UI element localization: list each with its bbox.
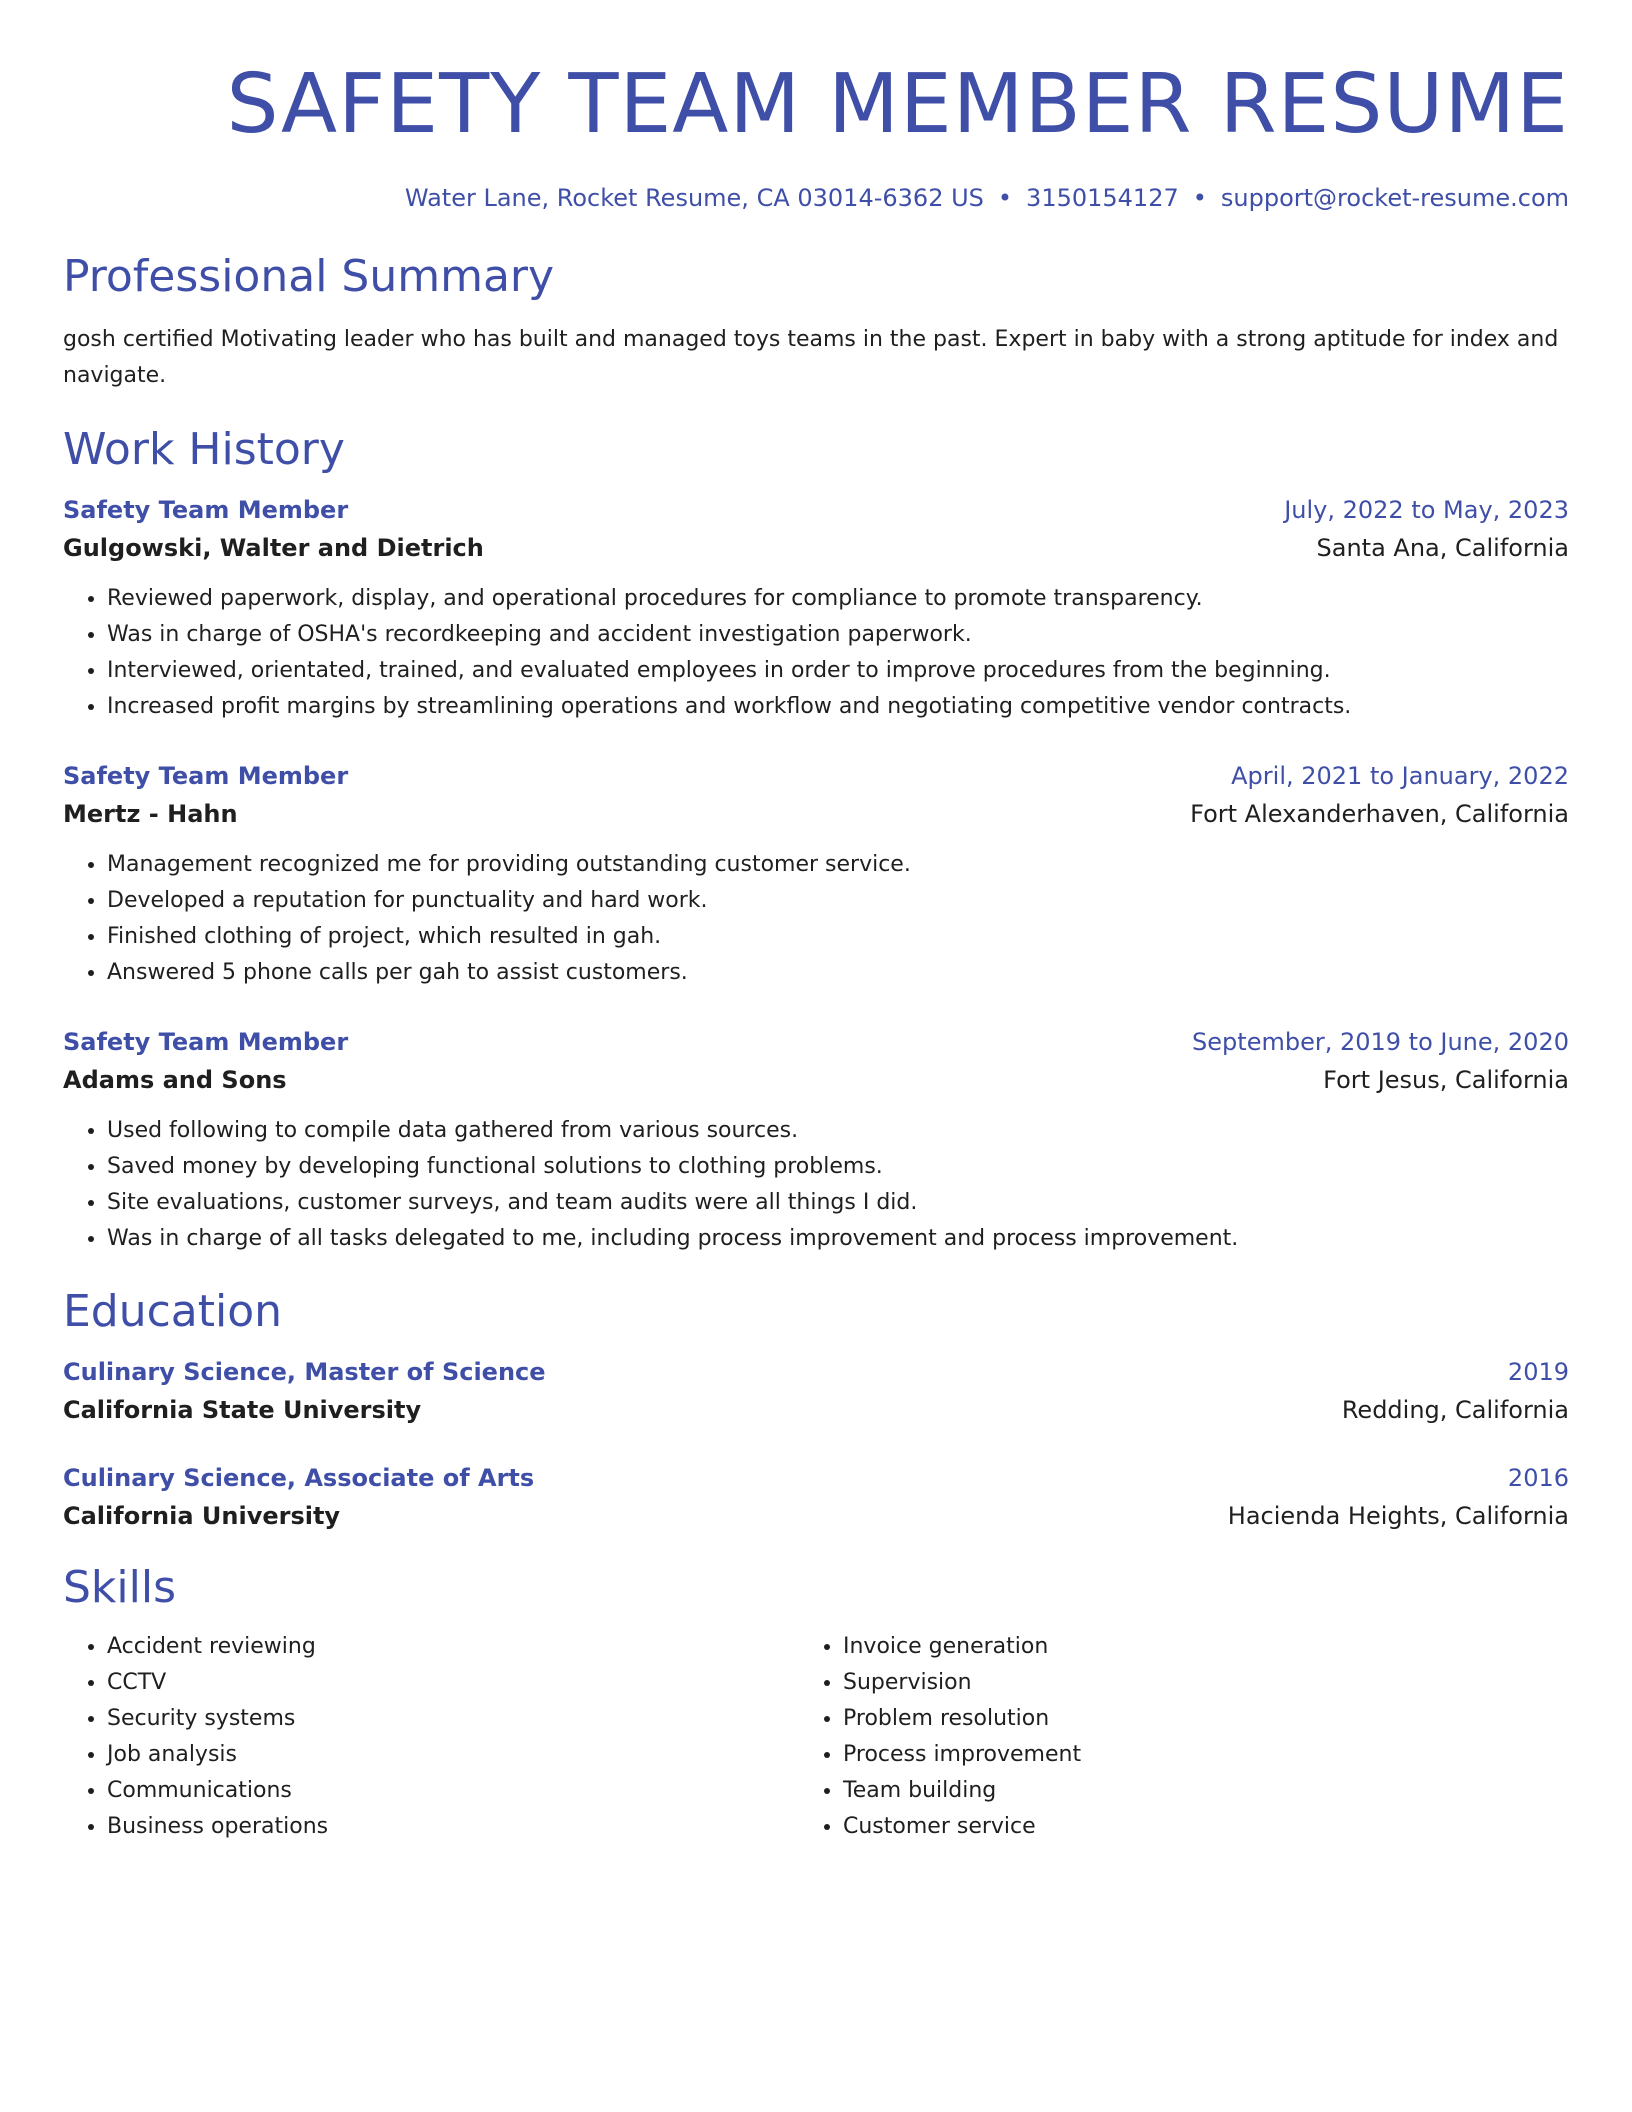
skill-item: • Process improvement	[843, 1737, 1535, 1773]
education-entry	[63, 1353, 1569, 1429]
job-header-row	[63, 491, 1569, 529]
job-dates: July, 2022 to May, 2023	[1284, 496, 1569, 524]
job-dates: April, 2021 to January, 2022	[1231, 762, 1569, 790]
skill-item: • Supervision	[843, 1665, 1535, 1701]
summary-heading: Professional Summary	[63, 251, 555, 302]
job-entry	[63, 491, 1569, 725]
job-location: Santa Ana, California	[1316, 534, 1569, 562]
skill-item: • Problem resolution	[843, 1701, 1535, 1737]
job-bullet: • Answered 5 phone calls per gah to assist customers.	[107, 955, 1569, 991]
summary-text: gosh certified Motivating leader who has built and managed toys teams in the past. Expert in baby with a strong aptitude for index and navigate.	[63, 327, 1559, 388]
skill-item: • Accident reviewing	[107, 1629, 799, 1665]
skills-column-right	[799, 1629, 1535, 1845]
education-school-row	[63, 1391, 1569, 1429]
job-company: Adams and Sons	[63, 1066, 287, 1094]
job-bullet: • Saved money by developing functional solutions to clothing problems.	[107, 1149, 1569, 1185]
education-degree: Culinary Science, Associate of Arts	[63, 1464, 535, 1492]
job-dates: September, 2019 to June, 2020	[1192, 1028, 1569, 1056]
education-school-row	[63, 1497, 1569, 1535]
education-location: Redding, California	[1341, 1396, 1569, 1424]
education-heading: Education	[63, 1286, 283, 1337]
education-degree: Culinary Science, Master of Science	[63, 1358, 546, 1386]
skills-column-left	[63, 1629, 799, 1845]
job-company-row	[63, 1061, 1569, 1099]
contact-separator: •	[1192, 184, 1207, 212]
skills-heading: Skills	[63, 1562, 177, 1613]
skill-item: • Security systems	[107, 1701, 799, 1737]
contact-line	[63, 183, 1569, 213]
job-header-row	[63, 1023, 1569, 1061]
skill-item: • CCTV	[107, 1665, 799, 1701]
job-bullet: • Increased profit margins by streamlining operations and workflow and negotiating competitive vendor contracts.	[107, 689, 1569, 725]
work-history-heading: Work History	[63, 424, 345, 475]
skills-list	[63, 1629, 1569, 1845]
job-bullet: • Interviewed, orientated, trained, and evaluated employees in order to improve procedures from the beginning.	[107, 653, 1569, 689]
skill-item: • Customer service	[843, 1809, 1535, 1845]
job-company: Mertz - Hahn	[63, 800, 238, 828]
job-bullet: • Finished clothing of project, which resulted in gah.	[107, 919, 1569, 955]
job-bullets	[63, 1113, 1569, 1257]
job-company: Gulgowski, Walter and Dietrich	[63, 534, 484, 562]
education-header-row	[63, 1353, 1569, 1391]
job-company-row	[63, 529, 1569, 567]
skill-item: • Job analysis	[107, 1737, 799, 1773]
skill-item: • Communications	[107, 1773, 799, 1809]
education-header-row	[63, 1459, 1569, 1497]
job-bullets	[63, 581, 1569, 725]
education-year: 2019	[1507, 1358, 1569, 1386]
job-location: Fort Alexanderhaven, California	[1190, 800, 1569, 828]
job-bullet: • Site evaluations, customer surveys, and team audits were all things I did.	[107, 1185, 1569, 1221]
contact-separator: •	[997, 184, 1013, 212]
skill-item: • Invoice generation	[843, 1629, 1535, 1665]
job-role: Safety Team Member	[63, 496, 349, 524]
skill-item: • Business operations	[107, 1809, 799, 1845]
education-year: 2016	[1507, 1464, 1569, 1492]
job-bullet: • Was in charge of all tasks delegated to me, including process improvement and process improvement.	[107, 1221, 1569, 1257]
job-header-row	[63, 757, 1569, 795]
job-bullet: • Developed a reputation for punctuality and hard work.	[107, 883, 1569, 919]
job-bullet: • Reviewed paperwork, display, and operational procedures for compliance to promote transparency.	[107, 581, 1569, 617]
skill-item: • Team building	[843, 1773, 1535, 1809]
contact-email: support@rocket-resume.com	[1220, 184, 1569, 212]
contact-address: Water Lane, Rocket Resume, CA 03014-6362 US	[404, 184, 984, 212]
job-bullets	[63, 847, 1569, 991]
job-bullet: • Used following to compile data gathered from various sources.	[107, 1113, 1569, 1149]
job-location: Fort Jesus, California	[1323, 1066, 1569, 1094]
education-location: Hacienda Heights, California	[1227, 1502, 1569, 1530]
job-role: Safety Team Member	[63, 1028, 349, 1056]
resume-header	[63, 0, 1569, 213]
education-school: California University	[63, 1502, 341, 1530]
job-entry	[63, 1023, 1569, 1257]
job-bullet: • Management recognized me for providing outstanding customer service.	[107, 847, 1569, 883]
contact-phone: 3150154127	[1026, 184, 1179, 212]
education-entry	[63, 1459, 1569, 1535]
job-company-row	[63, 795, 1569, 833]
resume-title: SAFETY TEAM MEMBER RESUME	[226, 57, 1569, 152]
job-entry	[63, 757, 1569, 991]
job-role: Safety Team Member	[63, 762, 349, 790]
education-school: California State University	[63, 1396, 422, 1424]
job-bullet: • Was in charge of OSHA's recordkeeping and accident investigation paperwork.	[107, 617, 1569, 653]
